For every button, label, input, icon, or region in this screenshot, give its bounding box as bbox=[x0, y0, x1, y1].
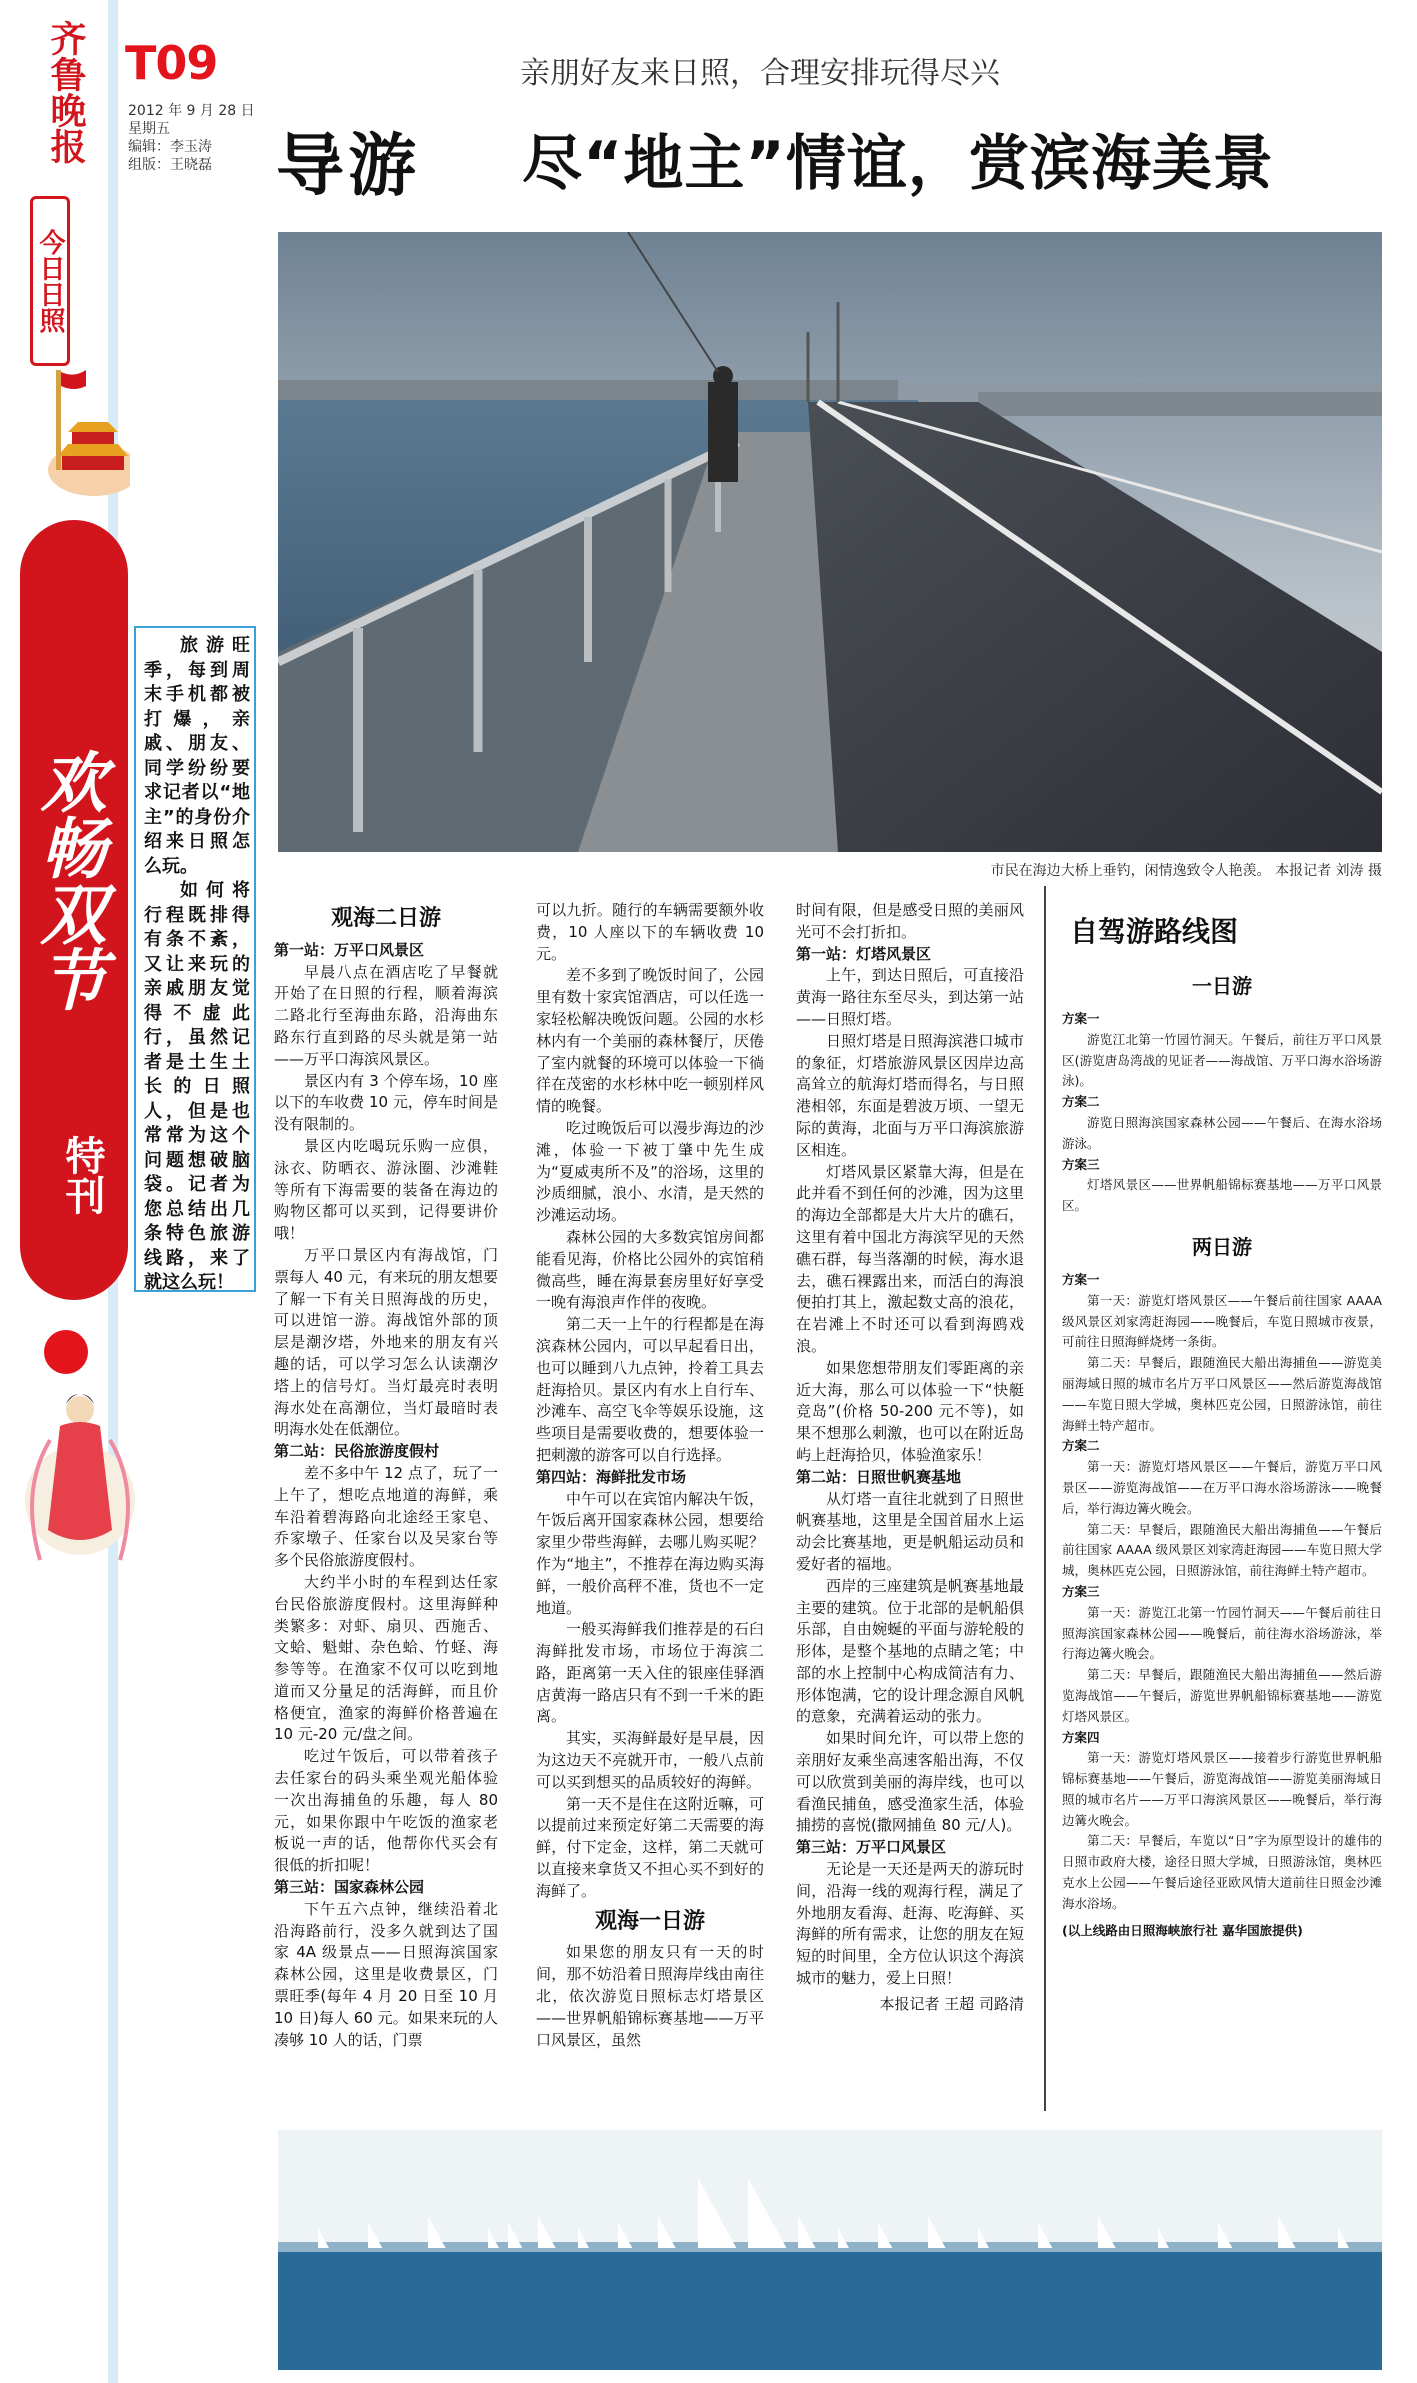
article-paragraph: 其实，买海鲜最好是早晨，因为这边天不亮就开市，一般八点前可以买到想买的品质较好的海鲜。 bbox=[536, 1729, 764, 1791]
article-paragraph: 大约半小时的车程到达任家台民俗旅游度假村。这里海鲜种类繁多：对虾、扇贝、西施舌、文蛤、魁蚶、杂色蛤、竹蛏、海参等等。在渔家不仅可以吃到地道而又分量足的活海鲜，而且价格便宜，渔家的海鲜价格普遍在 10 元-20 元/盘之间。 bbox=[274, 1572, 498, 1744]
bridge-fishing-photo bbox=[278, 232, 1382, 852]
subhead: 观海一日游 bbox=[594, 1908, 705, 1934]
two-day-heading: 两日游 bbox=[1192, 1234, 1252, 1259]
article-paragraph: 西岸的三座建筑是帆赛基地最主要的建筑。位于北部的是帆船俱乐部，自由婉蜒的平面与游轮般的形体，是整个基地的点睛之笔；中部的水上控制中心构成简洁有力、形体饱满，它的设计理念源自风帆的意象，充满着运动的张力。 bbox=[796, 1576, 1024, 1726]
routes-credit: (以上线路由日照海峡旅行社 嘉华国旅提供) bbox=[1062, 1922, 1303, 1938]
article-paragraph: 差不多中午 12 点了，玩了一上午了，想吃点地道的海鲜，乘车沿着碧海路向北途经王家皂、乔家墩子、任家台以及吴家台等多个民俗旅游度假村。 bbox=[274, 1463, 498, 1570]
article-paragraph: 第二天一上午的行程都是在海滨森林公园内，可以早起看日出，也可以睡到八九点钟，拎着工具去赶海拾贝。景区内有水上自行车、沙滩车、高空飞伞等娱乐设施，这些项目是需要收费的，想要体验一把刺激的游客可以自行选择。 bbox=[536, 1315, 764, 1464]
article-paragraph: 早晨八点在酒店吃了早餐就开始了在日照的行程，顺着海滨二路北行至海曲东路，沿海曲东路东行直到路的尽头就是第一站——万平口海滨风景区。 bbox=[274, 962, 498, 1068]
byline: 本报记者 王超 司路清 bbox=[879, 1994, 1024, 2013]
special-label: 特刊 bbox=[59, 1135, 105, 1215]
plan-label: 方案四 bbox=[1062, 1729, 1100, 1745]
intro-box bbox=[134, 626, 256, 1292]
plan-itinerary: 第二天：早餐后，跟随渔民大船出海捕鱼——游览美丽海域日照的城市名片万平口风景区——然后游览海战馆——车览日照大学城，奥林匹克公园，日照游泳馆，前往海鲜土特产超市。 bbox=[1062, 1355, 1382, 1433]
plan-label: 方案三 bbox=[1062, 1156, 1100, 1172]
stop-heading: 第三站：万平口风景区 bbox=[796, 1838, 947, 1857]
plan-itinerary: 灯塔风景区——世界帆船锦标赛基地——万平口风景区。 bbox=[1062, 1177, 1382, 1214]
article-paragraph: 上午，到达日照后，可直接沿黄海一路往东至尽头，到达第一站——日照灯塔。 bbox=[796, 966, 1024, 1028]
article-paragraph: 景区内吃喝玩乐购一应俱，泳衣、防晒衣、游泳圈、沙滩鞋等所有下海需要的装备在海边的购物区都可以买到，记得要讲价哦！ bbox=[274, 1136, 498, 1243]
plan-label: 方案二 bbox=[1062, 1094, 1100, 1110]
one-day-heading: 一日游 bbox=[1192, 974, 1252, 998]
article-paragraph: 时间有限，但是感受日照的美丽风光可不会打折扣。 bbox=[796, 901, 1024, 941]
article-column-3 bbox=[796, 900, 1024, 2016]
article-paragraph: 差不多到了晚饭时间了，公园里有数十家宾馆酒店，可以任选一家轻松解决晚饭问题。公园的水杉林内有一个美丽的森林餐厅，厌倦了室内就餐的环境可以体验一下徜徉在茂密的水杉林中吃一顿别样风情的晚餐。 bbox=[536, 966, 764, 1116]
left-banner bbox=[0, 0, 125, 2383]
routes-title: 自驾游路线图 bbox=[1070, 915, 1239, 948]
newspaper-logo: 齐鲁晚报 bbox=[45, 20, 87, 164]
intro-paragraph: 如何将行程既排得有条不紊，又让来玩的亲戚朋友觉得不虚此行，虽然记者是土生土长的日照人，但是也常常为这个问题想破脑袋。记者为您总结出几条特色旅游线路，来了就这么玩！ bbox=[144, 880, 250, 1293]
kicker: 亲朋好友来日照，合理安排玩得尽兴 bbox=[520, 56, 1000, 91]
article-paragraph: 景区内有 3 个停车场，10 座以下的车收费 10 元，停车时间是没有限制的。 bbox=[274, 1071, 498, 1134]
plan-itinerary: 第一天：游览灯塔风景区——午餐后，游览万平口风景区——游览海战馆——在万平口海水浴场游泳——晚餐后，举行海边篝火晚会。 bbox=[1062, 1459, 1382, 1516]
article-paragraph: 日照灯塔是日照海滨港口城市的象征，灯塔旅游风景区因岸边高高耸立的航海灯塔而得名，与日照港相邻，东面是碧波万顷、一望无际的黄海，北面与万平口海滨旅游区相连。 bbox=[796, 1031, 1024, 1159]
photo-caption: 市民在海边大桥上垂钓，闲情逸致令人艳羡。 本报记者 刘涛 摄 bbox=[990, 863, 1382, 879]
plan-itinerary: 第一天：游览江北第一竹园竹洞天——午餐后前往日照海滨国家森林公园——晚餐后，前往海水浴场游泳，举行海边篝火晚会。 bbox=[1062, 1604, 1382, 1662]
plan-itinerary: 第一天：游览灯塔风景区——接着步行游览世界帆船锦标赛基地——午餐后，游览海战馆——游览美丽海域日照的城市名片——万平口海滨风景区——晚餐后，举行海边篝火晚会。 bbox=[1062, 1750, 1382, 1828]
article-paragraph: 从灯塔一直往北就到了日照世帆赛基地，这里是全国首届水上运动会比赛基地，更是帆船运动员和爱好者的福地。 bbox=[796, 1489, 1024, 1573]
two-day-plans bbox=[1062, 1270, 1382, 1915]
article-paragraph: 吃过晚饭后可以漫步海边的沙滩，体验一下被丁肇中先生成为“夏威夷所不及”的浴场，这里的沙质细腻，浪小、水清，是天然的沙滩运动场。 bbox=[536, 1118, 764, 1225]
issue-date: 2012 年 9 月 28 日 bbox=[128, 103, 255, 119]
page-number: T09 bbox=[125, 36, 218, 90]
article-paragraph: 一般买海鲜我们推荐是的石臼海鲜批发市场，市场位于海滨二路，距离第一天入住的银座佳驿酒店黄海一路店只有不到一千米的距离。 bbox=[536, 1620, 764, 1726]
plan-label: 方案三 bbox=[1062, 1583, 1100, 1599]
route-sidebar bbox=[1044, 886, 1382, 2111]
plan-itinerary: 第二天：早餐后，跟随渔民大船出海捕鱼——午餐后前往国家 AAAA 级风景区刘家湾赶海园——车览日照大学城，奥林匹克公园，日照游泳馆，前往海鲜土特产超市。 bbox=[1062, 1521, 1382, 1579]
article-paragraph: 第一天不是住在这附近嘛，可以提前过来预定好第二天需要的海鲜，付下定金，这样，第二天就可以直接来拿货又不担心买不到好的海鲜了。 bbox=[536, 1794, 764, 1900]
article-column-2 bbox=[536, 900, 764, 2051]
article-paragraph: 中午可以在宾馆内解决午饭，午饭后离开国家森林公园，想要给家里少带些海鲜，去哪儿购买呢？作为“地主”，不推荐在海边购买海鲜，一般价高秤不准，货也不一定地道。 bbox=[536, 1489, 764, 1617]
issue-weekday: 星期五 bbox=[128, 121, 170, 137]
stop-heading: 第二站：日照世帆赛基地 bbox=[796, 1467, 962, 1486]
red-dot bbox=[44, 1330, 88, 1374]
intro-paragraph: 旅游旺季，每到周末手机都被打爆，亲戚、朋友、同学纷纷要求记者以“地主”的身份介绍来日照怎么玩。 bbox=[144, 635, 250, 877]
article-paragraph: 如果您想带朋友们零距离的亲近大海，那么可以体验一下“快艇竞岛”(价格 50-200 元不等)，如果不想那么刺激，也可以在附近岛屿上赶海拾贝，体验渔家乐！ bbox=[796, 1358, 1024, 1464]
article-paragraph: 森林公园的大多数宾馆房间都能看见海，价格比公园外的宾馆稍微高些，睡在海景套房里好好享受一晚有海浪声作伴的夜晚。 bbox=[536, 1227, 764, 1312]
article-paragraph: 可以九折。随行的车辆需要额外收费，10 人座以下的车辆收费 10 元。 bbox=[536, 901, 764, 963]
stop-heading: 第四站：海鲜批发市场 bbox=[536, 1467, 687, 1486]
plan-label: 方案一 bbox=[1062, 1271, 1100, 1287]
stop-heading: 第一站：灯塔风景区 bbox=[796, 944, 932, 963]
editor-credit: 编辑：李玉涛 bbox=[128, 139, 212, 155]
moon-fairy-illustration bbox=[20, 1380, 140, 1570]
sailing-regatta-photo bbox=[278, 2130, 1382, 2370]
article-paragraph: 灯塔风景区紧靠大海，但是在此并看不到任何的沙滩，因为这里的海边全部都是大片大片的礁石，这里有着中国北方海滨罕见的天然礁石群，每当落潮的时候，海水退去，礁石裸露出来，而活白的海浪便拍打其上，激起数丈高的浪花，在岩滩上不时还可以看到海鸥戏浪。 bbox=[796, 1162, 1024, 1355]
article-paragraph: 下午五六点钟，继续沿着北沿海路前行，没多久就到达了国家 4A 级景点——日照海滨国家森林公园，这里是收费景区，门票旺季(每年 4 月 20 日至 10 月 10 日)每人 60 元。如果来玩的人凑够 10 人的话，门票 bbox=[274, 1899, 498, 2049]
one-day-plans bbox=[1062, 1009, 1382, 1217]
article-paragraph: 吃过午饭后，可以带着孩子去任家台的码头乘坐观光船体验一次出海捕鱼的乐趣，每人 80 元，如果你跟中午吃饭的渔家老板说一声的话，他帮你代买会有很低的折扣呢！ bbox=[274, 1747, 498, 1875]
plan-itinerary: 第一天：游览灯塔风景区——午餐后前往国家 AAAA 级风景区刘家湾赶海园——晚餐后，车览日照城市夜景，可前往日照海鲜烧烤一条街。 bbox=[1062, 1292, 1382, 1350]
headline: 尽“地主”情谊，赏滨海美景 bbox=[522, 129, 1274, 199]
article-paragraph: 万平口景区内有海战馆，门票每人 40 元，有来玩的朋友想要了解一下有关日照海战的历史，可以进馆一游。海战馆外部的顶层是潮汐塔，外地来的朋友有兴趣的话，可以学习怎么认读潮汐塔上的信号灯。当灯最亮时表明海水处在高潮位，当灯最暗时表明海水处在低潮位。 bbox=[274, 1245, 498, 1439]
subhead: 观海二日游 bbox=[330, 906, 441, 931]
issue-meta bbox=[128, 102, 255, 174]
article-paragraph: 如果您的朋友只有一天的时间，那不妨沿着日照海岸线由南往北，依次游览日照标志灯塔景区——世界帆船锦标赛基地——万平口风景区，虽然 bbox=[536, 1943, 764, 2049]
stop-heading: 第二站：民俗旅游度假村 bbox=[274, 1442, 440, 1461]
tiananmen-illustration bbox=[44, 360, 130, 510]
plan-label: 方案二 bbox=[1062, 1438, 1100, 1454]
plan-itinerary: 第二天：早餐后，车览以“日”字为原型设计的雄伟的日照市政府大楼，途径日照大学城，日照游泳馆，奥林匹克水上公园——午餐后途径亚欧风情大道前往日照金沙滩海水浴场。 bbox=[1062, 1833, 1382, 1911]
stop-heading: 第一站：万平口风景区 bbox=[274, 940, 425, 959]
plan-itinerary: 游览日照海滨国家森林公园——午餐后、在海水浴场游泳。 bbox=[1062, 1114, 1382, 1151]
article-paragraph: 无论是一天还是两天的游玩时间，沿海一线的观海行程，满足了外地朋友看海、赶海、吃海鲜、买海鲜的所有需求，让您的朋友在短短的时间里，全方位认识这个海滨城市的魅力，爱上日照！ bbox=[796, 1860, 1024, 1988]
special-title: 欢畅双节 bbox=[29, 748, 107, 1012]
article-column-1 bbox=[274, 900, 498, 2051]
stop-heading: 第三站：国家森林公园 bbox=[274, 1878, 425, 1897]
section-title: 导游 bbox=[276, 127, 421, 206]
plan-itinerary: 游览江北第一竹园竹洞天。午餐后，前往万平口风景区(游览唐岛湾战的见证者——海战馆、万平口海水浴场游泳)。 bbox=[1062, 1031, 1382, 1089]
plan-itinerary: 第二天：早餐后，跟随渔民大船出海捕鱼——然后游览海战馆——午餐后，游览世界帆船锦标赛基地——游览灯塔风景区。 bbox=[1062, 1667, 1382, 1724]
article-paragraph: 如果时间允许，可以带上您的亲朋好友乘坐高速客船出海，不仅可以欣赏到美丽的海岸线，也可以看渔民捕鱼，感受渔家生活，体验捕捞的喜悦(撒网捕鱼 80 元/人)。 bbox=[796, 1729, 1024, 1835]
edition-label: 今日日照 bbox=[30, 196, 70, 366]
layout-credit: 组版：王晓磊 bbox=[128, 157, 212, 173]
plan-label: 方案一 bbox=[1062, 1011, 1100, 1026]
